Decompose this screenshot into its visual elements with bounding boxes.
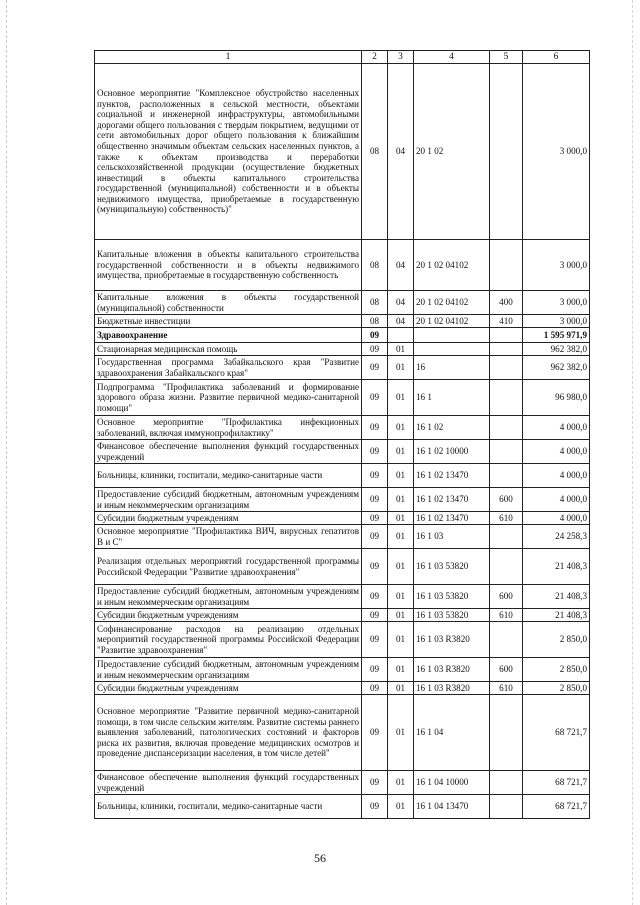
expense-type-cell: 410: [490, 315, 523, 328]
subsection-code-cell: 01: [388, 488, 414, 512]
target-article-cell: 20 1 02 04102: [414, 315, 490, 328]
section-code-cell: 09: [362, 328, 388, 343]
header-cell: 1: [95, 51, 362, 64]
expense-type-cell: [490, 695, 523, 771]
amount-cell: 4 000,0: [523, 488, 590, 512]
subsection-code-cell: 04: [388, 64, 414, 240]
expense-type-cell: [490, 795, 523, 819]
table-row: [95, 464, 590, 488]
table-row: [95, 512, 590, 525]
table-row: [95, 380, 590, 416]
amount-cell: 24 258,3: [523, 525, 590, 549]
budget-table: [94, 50, 590, 819]
subsection-code-cell: 01: [388, 695, 414, 771]
target-article-cell: 20 1 02 04102: [414, 291, 490, 315]
row-name-cell: Предоставление субсидий бюджетным, автономным учреждениям и иным некоммерческим организациям: [95, 658, 362, 682]
section-code-cell: 09: [362, 585, 388, 609]
target-article-cell: 16 1 04 10000: [414, 771, 490, 795]
table-row: [95, 695, 590, 771]
expense-type-cell: 610: [490, 512, 523, 525]
amount-cell: 2 850,0: [523, 622, 590, 658]
subsection-code-cell: 01: [388, 622, 414, 658]
scan-border-left: [6, 0, 8, 905]
expense-type-cell: [490, 771, 523, 795]
table-row: [95, 771, 590, 795]
amount-cell: 962 382,0: [523, 356, 590, 380]
expense-type-cell: [490, 464, 523, 488]
section-code-cell: 09: [362, 682, 388, 695]
expense-type-cell: [490, 622, 523, 658]
table-body: [95, 64, 590, 819]
table-row: [95, 328, 590, 343]
table-row: [95, 525, 590, 549]
page-number: 56: [314, 851, 326, 865]
row-name-cell: Основное мероприятие "Комплексное обустройство населенных пунктов, расположенных в сельской местности, объектами социальной и инженерной инфраструктуры, автомобильными дорогами общего пользования с твердым покрытием, ведущими от сети автомобильных дорог общего пользования к ближайшим общественно значимым объектам сельских населенных пунктов, а также к объектам производства и переработки сельскохозяйственной продукции (осуществление бюджетных инвестиций в объекты капитального строительства государственной (муниципальной) собственности и в объекты недвижимого имущества, приобретаемые в государственную (муниципальную) собственность)": [95, 64, 362, 240]
target-article-cell: 16 1 02 13470: [414, 512, 490, 525]
target-article-cell: 16 1 03 53820: [414, 549, 490, 585]
amount-cell: 4 000,0: [523, 416, 590, 440]
target-article-cell: [414, 328, 490, 343]
table-row: [95, 585, 590, 609]
amount-cell: 4 000,0: [523, 440, 590, 464]
table-row: [95, 795, 590, 819]
expense-type-cell: 610: [490, 682, 523, 695]
expense-type-cell: [490, 328, 523, 343]
table-row: [95, 658, 590, 682]
target-article-cell: 16 1 02: [414, 416, 490, 440]
row-name-cell: Софинансирование расходов на реализацию отдельных мероприятий государственной программы Российской Федерации "Развитие здравоохранения": [95, 622, 362, 658]
subsection-code-cell: 01: [388, 525, 414, 549]
row-name-cell: Субсидии бюджетным учреждениям: [95, 682, 362, 695]
target-article-cell: 20 1 02: [414, 64, 490, 240]
row-name-cell: Основное мероприятие "Профилактика инфекционных заболеваний, включая иммунопрофилактику": [95, 416, 362, 440]
table-header-row: [95, 51, 590, 64]
expense-type-cell: 600: [490, 488, 523, 512]
amount-cell: 3 000,0: [523, 291, 590, 315]
subsection-code-cell: 01: [388, 356, 414, 380]
row-name-cell: Подпрограмма "Профилактика заболеваний и формирование здорового образа жизни. Развитие первичной медико-санитарной помощи": [95, 380, 362, 416]
expense-type-cell: [490, 356, 523, 380]
amount-cell: 2 850,0: [523, 682, 590, 695]
expense-type-cell: [490, 64, 523, 240]
target-article-cell: 16 1: [414, 380, 490, 416]
section-code-cell: 09: [362, 440, 388, 464]
row-name-cell: Государственная программа Забайкальского края "Развитие здравоохранения Забайкальского края": [95, 356, 362, 380]
section-code-cell: 08: [362, 315, 388, 328]
amount-cell: 68 721,7: [523, 771, 590, 795]
table-row: [95, 315, 590, 328]
table-row: [95, 682, 590, 695]
section-code-cell: 09: [362, 771, 388, 795]
amount-cell: 96 980,0: [523, 380, 590, 416]
row-name-cell: Реализация отдельных мероприятий государственной программы Российской Федерации "Развитие здравоохранения": [95, 549, 362, 585]
target-article-cell: 16 1 04: [414, 695, 490, 771]
expense-type-cell: 610: [490, 609, 523, 622]
target-article-cell: 16 1 02 13470: [414, 464, 490, 488]
row-name-cell: Финансовое обеспечение выполнения функций государственных учреждений: [95, 440, 362, 464]
expense-type-cell: [490, 525, 523, 549]
header-cell: 5: [490, 51, 523, 64]
table-row: [95, 356, 590, 380]
expense-type-cell: [490, 416, 523, 440]
subsection-code-cell: 04: [388, 240, 414, 291]
expense-type-cell: 600: [490, 585, 523, 609]
subsection-code-cell: 01: [388, 416, 414, 440]
target-article-cell: 16 1 03 53820: [414, 609, 490, 622]
header-cell: 6: [523, 51, 590, 64]
table-row: [95, 440, 590, 464]
subsection-code-cell: 01: [388, 549, 414, 585]
subsection-code-cell: 01: [388, 771, 414, 795]
target-article-cell: 16 1 02 13470: [414, 488, 490, 512]
table-row: [95, 343, 590, 356]
target-article-cell: 16 1 03 R3820: [414, 658, 490, 682]
target-article-cell: 16 1 03 R3820: [414, 622, 490, 658]
row-name-cell: Субсидии бюджетным учреждениям: [95, 609, 362, 622]
subsection-code-cell: 01: [388, 609, 414, 622]
amount-cell: 3 000,0: [523, 240, 590, 291]
subsection-code-cell: 01: [388, 682, 414, 695]
amount-cell: 3 000,0: [523, 64, 590, 240]
scan-border-right: [632, 0, 634, 905]
table-row: [95, 291, 590, 315]
subsection-code-cell: [388, 328, 414, 343]
table-row: [95, 488, 590, 512]
section-code-cell: 09: [362, 488, 388, 512]
amount-cell: 68 721,7: [523, 795, 590, 819]
row-name-cell: Финансовое обеспечение выполнения функций государственных учреждений: [95, 771, 362, 795]
amount-cell: 21 408,3: [523, 609, 590, 622]
subsection-code-cell: 01: [388, 795, 414, 819]
header-cell: 4: [414, 51, 490, 64]
row-name-cell: Основное мероприятие "Профилактика ВИЧ, вирусных гепатитов В и С": [95, 525, 362, 549]
target-article-cell: 16 1 04 13470: [414, 795, 490, 819]
row-name-cell: Бюджетные инвестиции: [95, 315, 362, 328]
section-code-cell: 08: [362, 291, 388, 315]
section-code-cell: 09: [362, 795, 388, 819]
table-row: [95, 240, 590, 291]
subsection-code-cell: 04: [388, 315, 414, 328]
target-article-cell: 16: [414, 356, 490, 380]
table-row: [95, 622, 590, 658]
row-name-cell: Больницы, клиники, госпитали, медико-санитарные части: [95, 795, 362, 819]
section-code-cell: 09: [362, 525, 388, 549]
subsection-code-cell: 01: [388, 343, 414, 356]
section-code-cell: 09: [362, 512, 388, 525]
section-code-cell: 09: [362, 658, 388, 682]
row-name-cell: Капитальные вложения в объекты капитального строительства государственной собственности и в объекты недвижимого имущества, приобретаемые в государственную собственность: [95, 240, 362, 291]
target-article-cell: 20 1 02 04102: [414, 240, 490, 291]
expense-type-cell: [490, 440, 523, 464]
expense-type-cell: 600: [490, 658, 523, 682]
subsection-code-cell: 01: [388, 440, 414, 464]
row-name-cell: Предоставление субсидий бюджетным, автономным учреждениям и иным некоммерческим организациям: [95, 585, 362, 609]
target-article-cell: 16 1 03 53820: [414, 585, 490, 609]
section-code-cell: 08: [362, 64, 388, 240]
target-article-cell: 16 1 02 10000: [414, 440, 490, 464]
section-code-cell: 09: [362, 609, 388, 622]
section-code-cell: 08: [362, 240, 388, 291]
subsection-code-cell: 01: [388, 380, 414, 416]
amount-cell: 21 408,3: [523, 585, 590, 609]
section-code-cell: 09: [362, 695, 388, 771]
section-code-cell: 09: [362, 356, 388, 380]
header-cell: 2: [362, 51, 388, 64]
amount-cell: 2 850,0: [523, 658, 590, 682]
expense-type-cell: [490, 549, 523, 585]
table-row: [95, 609, 590, 622]
row-name-cell: Основное мероприятие "Развитие первичной медико-санитарной помощи, в том числе сельским жителям. Развитие системы раннего выявления заболеваний, патологических состояний и факторов риска их развития, включая проведение медицинских осмотров и проведение диспансеризации населения, в том числе детей": [95, 695, 362, 771]
amount-cell: 962 382,0: [523, 343, 590, 356]
subsection-code-cell: 01: [388, 585, 414, 609]
row-name-cell: Стационарная медицинская помощь: [95, 343, 362, 356]
table-row: [95, 416, 590, 440]
section-code-cell: 09: [362, 622, 388, 658]
subsection-code-cell: 04: [388, 291, 414, 315]
amount-cell: 1 595 971,9: [523, 328, 590, 343]
amount-cell: 4 000,0: [523, 512, 590, 525]
section-code-cell: 09: [362, 464, 388, 488]
subsection-code-cell: 01: [388, 512, 414, 525]
header-cell: 3: [388, 51, 414, 64]
amount-cell: 21 408,3: [523, 549, 590, 585]
amount-cell: 3 000,0: [523, 315, 590, 328]
section-code-cell: 09: [362, 380, 388, 416]
section-code-cell: 09: [362, 343, 388, 356]
expense-type-cell: [490, 240, 523, 291]
expense-type-cell: [490, 343, 523, 356]
table-row: [95, 64, 590, 240]
amount-cell: 4 000,0: [523, 464, 590, 488]
subsection-code-cell: 01: [388, 658, 414, 682]
section-code-cell: 09: [362, 416, 388, 440]
table-row: [95, 549, 590, 585]
row-name-cell: Предоставление субсидий бюджетным, автономным учреждениям и иным некоммерческим организациям: [95, 488, 362, 512]
row-name-cell: Больницы, клиники, госпитали, медико-санитарные части: [95, 464, 362, 488]
subsection-code-cell: 01: [388, 464, 414, 488]
target-article-cell: 16 1 03: [414, 525, 490, 549]
expense-type-cell: 400: [490, 291, 523, 315]
amount-cell: 68 721,7: [523, 695, 590, 771]
target-article-cell: [414, 343, 490, 356]
expense-type-cell: [490, 380, 523, 416]
row-name-cell: Капитальные вложения в объекты государственной (муниципальной) собственности: [95, 291, 362, 315]
row-name-cell: Здравоохранение: [95, 328, 362, 343]
row-name-cell: Субсидии бюджетным учреждениям: [95, 512, 362, 525]
section-code-cell: 09: [362, 549, 388, 585]
target-article-cell: 16 1 03 R3820: [414, 682, 490, 695]
